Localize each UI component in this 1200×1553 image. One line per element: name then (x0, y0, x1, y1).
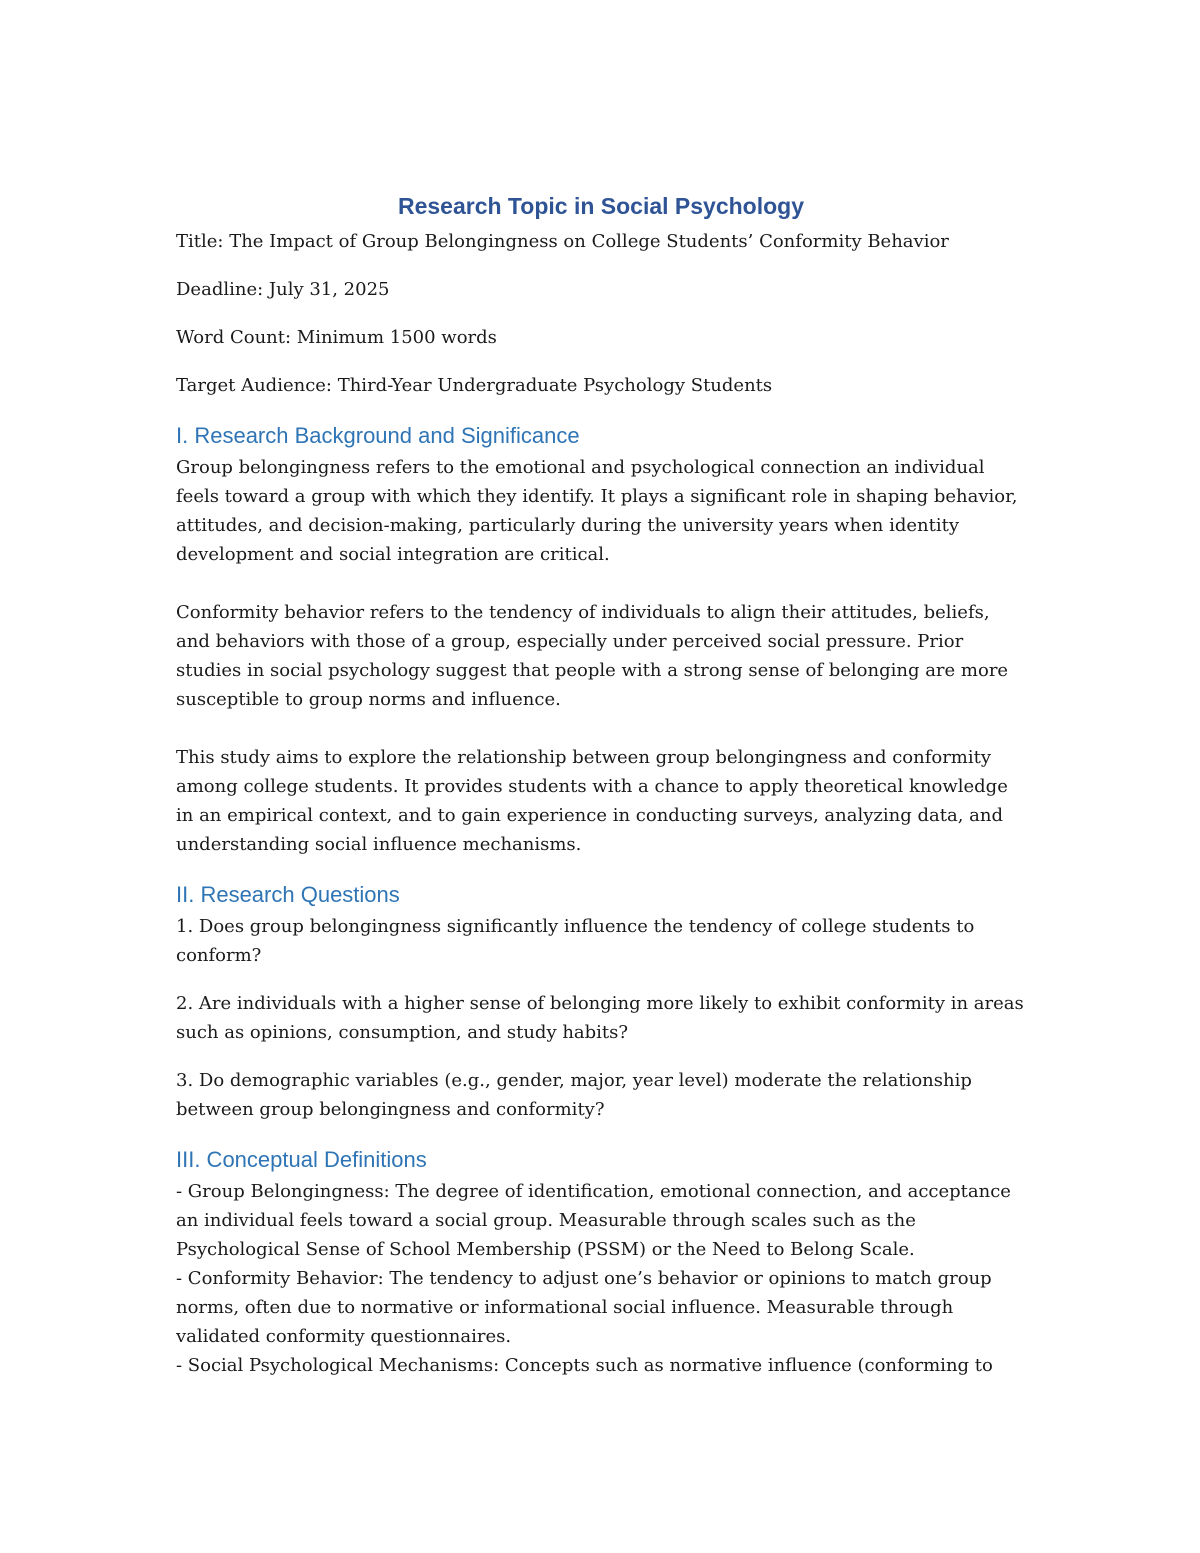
research-question-2: 2. Are individuals with a higher sense of belonging more likely to exhibit conformity in areas such as opinions, consumption, and study habits? (176, 993, 1024, 1043)
research-question-1: 1. Does group belongingness significantly influence the tendency of college students to conform? (176, 916, 975, 966)
background-paragraph-1: Group belongingness refers to the emotional and psychological connection an individual feels toward a group with which they identify. It plays a significant role in shaping behavior, attitudes, and decision-making, particularly during the university years when identity development and social integration are critical. (176, 457, 1018, 565)
background-paragraph-3: This study aims to explore the relationship between group belongingness and conformity among college students. It provides students with a chance to apply theoretical knowledge in an empirical context, and to gain experience in conducting surveys, analyzing data, and understanding social influence mechanisms. (176, 747, 1008, 855)
definition-group-belongingness: - Group Belongingness: The degree of identification, emotional connection, and acceptance an individual feels toward a social group. Measurable through scales such as the Psychological Sense of School Membership (PSSM) or the Need to Belong Scale. (176, 1181, 1011, 1260)
meta-title: Title: The Impact of Group Belongingness on College Students’ Conformity Behavior (176, 231, 949, 252)
document-body (176, 190, 1026, 1380)
section-heading-research-questions: II. Research Questions (176, 882, 400, 907)
meta-word-count: Word Count: Minimum 1500 words (176, 327, 497, 348)
definition-conformity-behavior: - Conformity Behavior: The tendency to adjust one’s behavior or opinions to match group norms, often due to normative or informational social influence. Measurable through validated conformity questionnaires. (176, 1268, 992, 1347)
meta-target-audience: Target Audience: Third-Year Undergraduate Psychology Students (176, 375, 773, 396)
section-heading-conceptual-definitions: III. Conceptual Definitions (176, 1147, 427, 1172)
meta-deadline: Deadline: July 31, 2025 (176, 279, 390, 300)
background-paragraph-2: Conformity behavior refers to the tendency of individuals to align their attitudes, beliefs, and behaviors with those of a group, especially under perceived social pressure. Prior studies in social psychology suggest that people with a strong sense of belonging are more susceptible to group norms and influence. (176, 602, 1009, 710)
research-question-3: 3. Do demographic variables (e.g., gender, major, year level) moderate the relationship between group belongingness and conformity? (176, 1070, 972, 1120)
section-heading-background: I. Research Background and Significance (176, 423, 580, 448)
document-title: Research Topic in Social Psychology (397, 193, 805, 219)
definition-social-psychological-mechanisms: - Social Psychological Mechanisms: Concepts such as normative influence (conforming to (176, 1355, 993, 1376)
